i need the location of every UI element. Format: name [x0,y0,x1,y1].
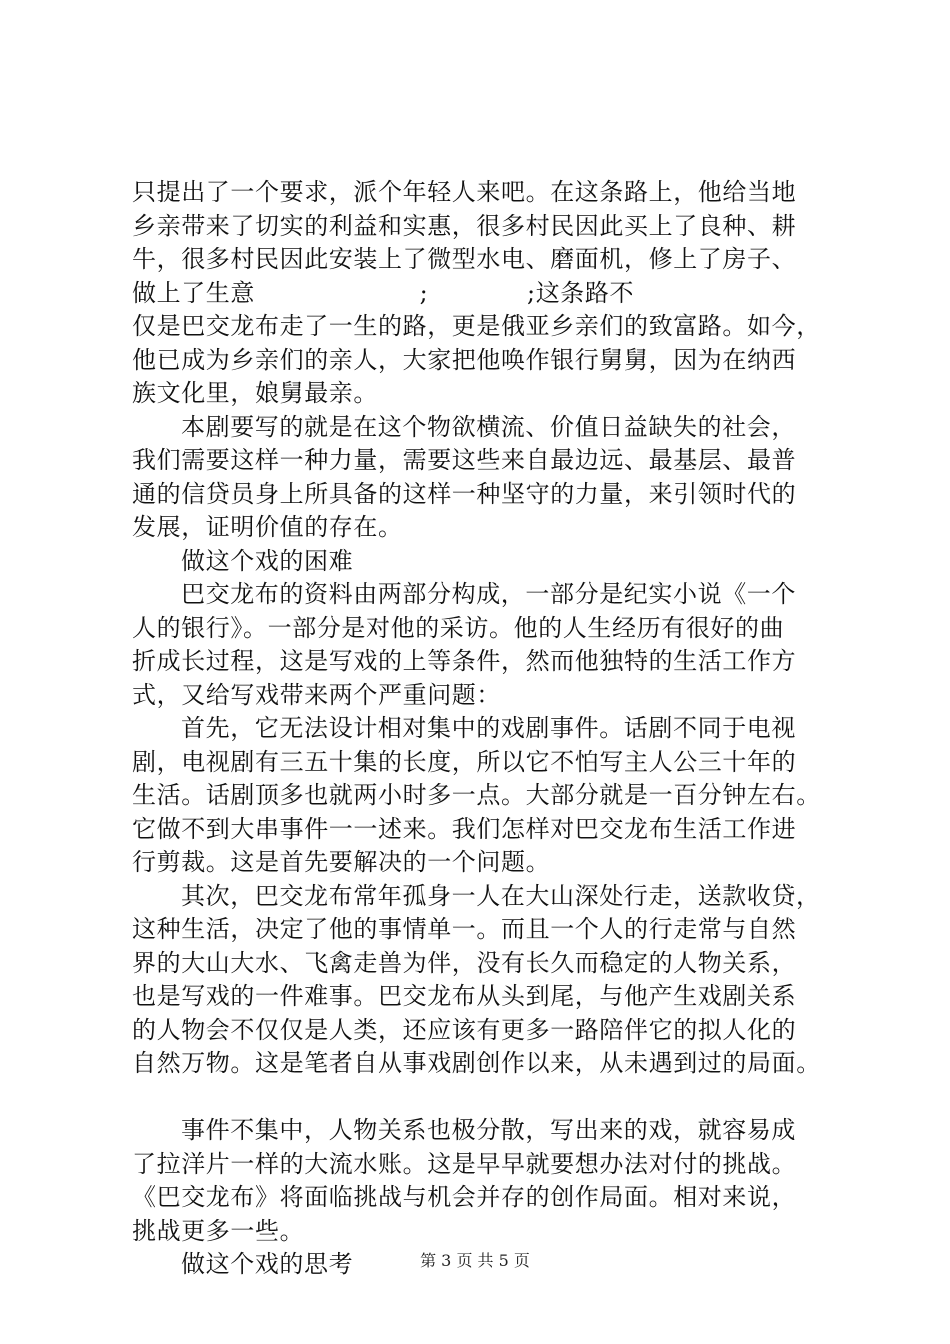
text-line: 族文化里，娘舅最亲。 [132,379,378,407]
text-line: 这种生活，决定了他的事情单一。而且一个人的行走常与自然 [132,915,797,943]
page-footer: 第 3 页 共 5 页 [420,1251,530,1270]
paragraph [132,578,852,712]
text-line: 通的信贷员身上所具备的这样一种坚守的力量，来引领时代的 [132,479,797,508]
text-line: 做这个戏的困难 [181,546,354,575]
text-line: 人的银行》。一部分是对他的采访。他的人生经历有很好的曲 [132,613,785,642]
section-heading [132,545,852,579]
text-line: 挑战更多一些。 [132,1216,305,1245]
text-line: 发展，证明价值的存在。 [132,513,403,541]
text-line: 剧，电视剧有三五十集的长度，所以它不怕写主人公三十年的 [132,747,797,776]
document-body [132,176,852,1282]
paragraph [132,880,852,1081]
text-line: 界的大山大水、飞禽走兽为伴，没有长久而稳定的人物关系， [132,948,797,977]
text-line: 事件不集中，人物关系也极分散，写出来的戏，就容易成 [181,1116,796,1144]
text-line: 折成长过程，这是写戏的上等条件，然而他独特的生活工作方 [132,647,797,675]
text-line: 自然万物。这是笔者自从事戏剧创作以来，从未遇到过的局面。 [132,1049,821,1077]
text-line: 行剪裁。这是首先要解决的一个问题。 [132,848,551,876]
text-line: 《巴交龙布》将面临挑战与机会并存的创作局面。相对来说， [132,1183,797,1211]
paragraph [132,1114,852,1248]
text-line: 做上了生意 ; ;这条路不 [132,278,635,307]
text-line: 的人物会不仅仅是人类，还应该有更多一路陪伴它的拟人化的 [132,1015,797,1044]
text-line: 牛，很多村民因此安装上了微型水电、磨面机，修上了房子、 [132,245,797,273]
text-line: 生活。话剧顶多也就两小时多一点。大部分就是一百分钟左右。 [132,781,821,809]
text-line: 式，又给写戏带来两个严重问题： [132,680,501,709]
text-line: 其次，巴交龙布常年孤身一人在大山深处行走，送款收贷， [181,881,821,910]
text-line: 也是写戏的一件难事。巴交龙布从头到尾，与他产生戏剧关系 [132,982,797,1010]
text-line: 乡亲带来了切实的利益和实惠，很多村民因此买上了良种、耕 [132,211,797,240]
paragraph [132,176,852,411]
text-line: 它做不到大串事件一一述来。我们怎样对巴交龙布生活工作进 [132,814,797,843]
text-line: 做这个戏的思考 [181,1250,354,1278]
text-line: 他已成为乡亲们的亲人，大家把他唤作银行舅舅，因为在纳西 [132,345,797,374]
text-line: 首先，它无法设计相对集中的戏剧事件。话剧不同于电视 [181,714,796,742]
paragraph [132,712,852,880]
text-line: 了拉洋片一样的大流水账。这是早早就要想办法对付的挑战。 [132,1149,797,1178]
text-line: 仅是巴交龙布走了一生的路，更是俄亚乡亲们的致富路。如今， [132,312,821,340]
text-line: 我们需要这样一种力量，需要这些来自最边远、最基层、最普 [132,446,797,474]
text-line: 只提出了一个要求，派个年轻人来吧。在这条路上，他给当地 [132,178,797,206]
text-line: 本剧要写的就是在这个物欲横流、价值日益缺失的社会， [181,412,796,441]
paragraph [132,411,852,545]
text-line: 巴交龙布的资料由两部分构成，一部分是纪实小说《一个 [181,580,796,608]
paragraph-spacer [132,1081,852,1115]
